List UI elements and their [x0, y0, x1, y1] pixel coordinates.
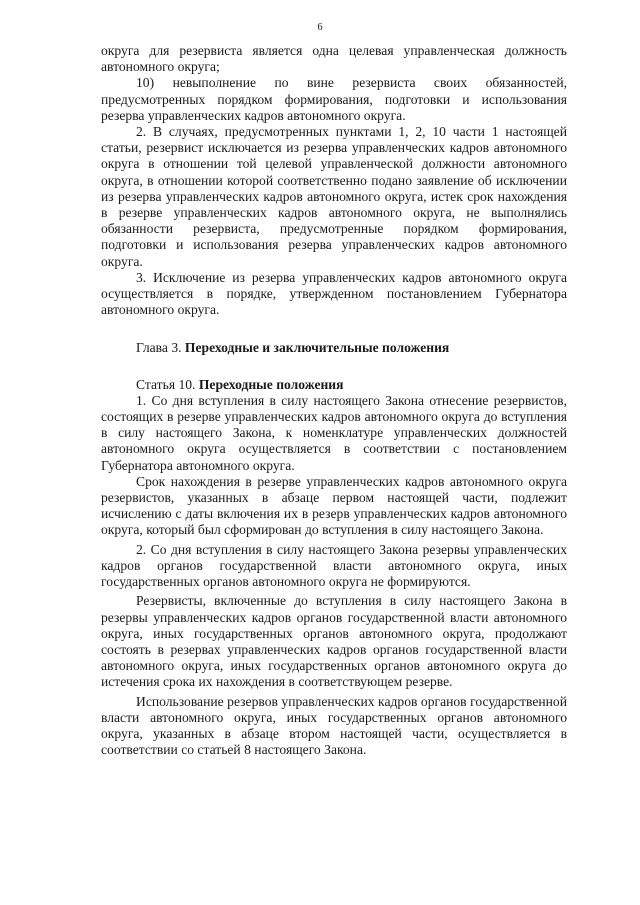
paragraph-article10-part1: 1. Со дня вступления в силу настоящего Закона отнесение резервистов, состоящих в резерве управленческих кадров автономного округа до вступления в силу настоящего Закона, к номенклатуре управленческих должностей автономного округа осуществляется в соответствии с постановлением Губернатора автономного округа.	[101, 392, 567, 473]
paragraph-article10-reservists: Резервисты, включенные до вступления в силу настоящего Закона в резервы управленческих кадров органов государственной власти автономного округа, иных государственных органов автономного округа, продолжают состоять в резервах управленческих кадров органов государственной власти автономного округа, иных государственных органов автономного округа до истечения срока их нахождения в соответствующем резерве.	[101, 593, 567, 690]
paragraph-article10-part1-term: Срок нахождения в резерве управленческих кадров автономного округа резервистов, указанных в абзаце первом настоящей части, подлежит исчислению с даты включения их в резерв управленческих кадров автономного округа, который был сформирован до вступления в силу настоящего Закона.	[101, 473, 567, 538]
article-heading	[101, 377, 567, 393]
paragraph-article10-part2: 2. Со дня вступления в силу настоящего Закона резервы управленческих кадров органов государственной власти автономного округа, иных государственных органов автономного округа не формируются.	[101, 541, 567, 590]
paragraph-article10-usage: Использование резервов управленческих кадров органов государственной власти автономного округа, иных государственных органов автономного округа, указанных в абзаце втором настоящей части, осуществляется в соответствии со статьей 8 настоящего Закона.	[101, 693, 567, 758]
chapter-title: Переходные и заключительные положения	[184, 340, 450, 356]
article-prefix: Статья 10.	[136, 376, 199, 392]
paragraph-part-3: 3. Исключение из резерва управленческих кадров автономного округа осуществляется в порядке, утвержденном постановлением Губернатора автономного округа.	[101, 269, 567, 318]
paragraph-part-2: 2. В случаях, предусмотренных пунктами 1, 2, 10 части 1 настоящей статьи, резервист исключается из резерва управленческих кадров автономного округа в отношении той целевой управленческой должности автономного округа, в отношении которой соответственно подано заявление об исключении из резерва управленческих кадров автономного округа, истек срок нахождения в резерве управленческих кадров автономного округа, не выполнялись обязанности резервиста, предусмотренные порядком формирования, подготовки и использования резерва управленческих кадров автономного округа.	[101, 124, 567, 269]
article-title: Переходные положения	[198, 376, 344, 392]
page-number: 6	[317, 22, 323, 33]
document-body	[101, 43, 567, 758]
paragraph-item-10: 10) невыполнение по вине резервиста своих обязанностей, предусмотренных порядком формирования, подготовки и использования резерва управленческих кадров автономного округа.	[101, 75, 567, 123]
paragraph-continuation: округа для резервиста является одна целевая управленческая должность автономного округа;	[101, 43, 567, 75]
chapter-heading	[101, 340, 567, 356]
chapter-prefix: Глава 3.	[136, 340, 185, 356]
